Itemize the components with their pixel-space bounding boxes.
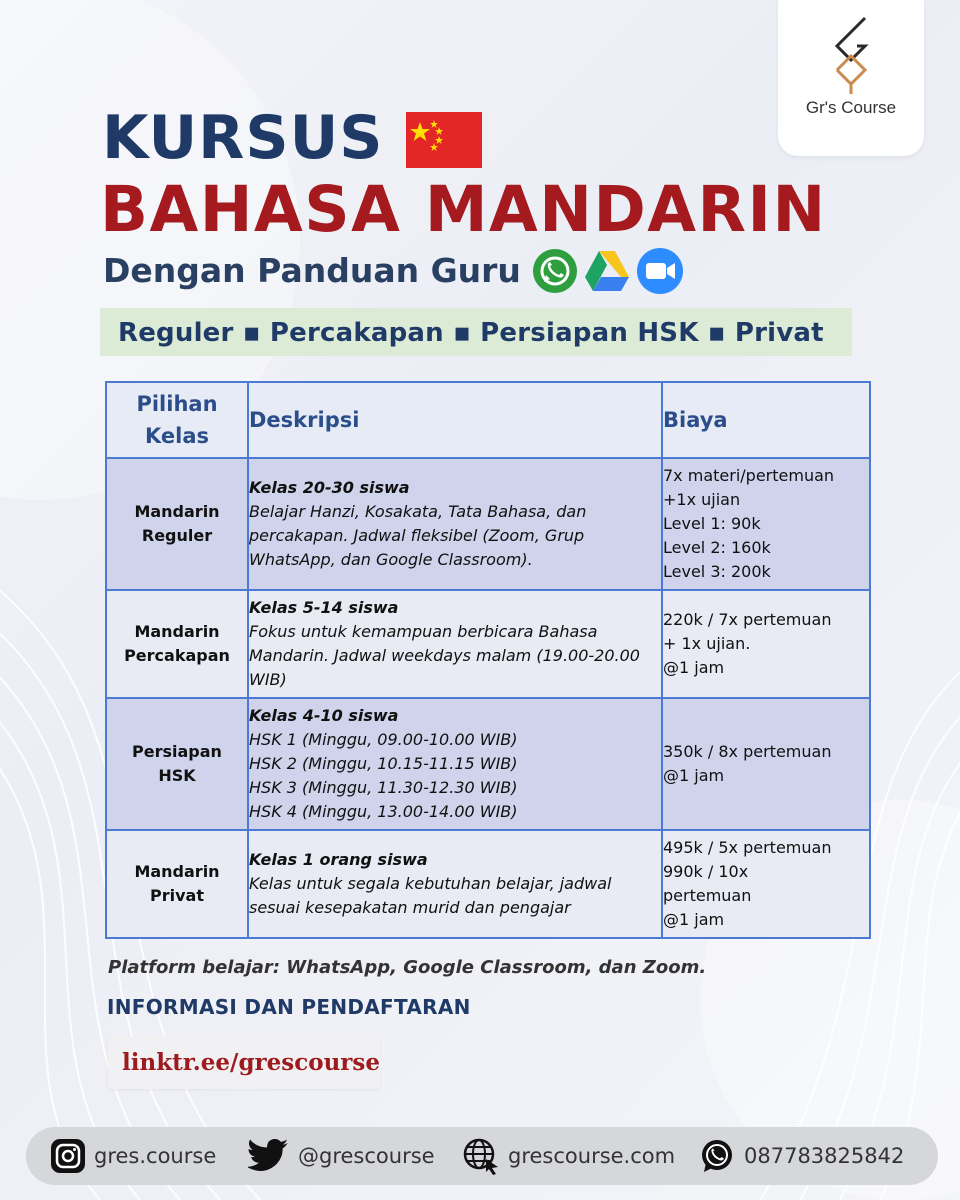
registration-link[interactable]: linktr.ee/grescourse: [122, 1049, 380, 1076]
category-text: Reguler ▪ Percakapan ▪ Persiapan HSK ▪ Privat: [118, 318, 824, 348]
biaya-cell: 350k / 8x pertemuan @1 jam: [662, 698, 870, 830]
whatsapp-number: 087783825842: [744, 1144, 905, 1168]
title-dengan-panduan-guru: [103, 246, 685, 296]
kelas-cell: Mandarin Reguler: [106, 458, 248, 590]
platform-text: Platform belajar: WhatsApp, Google Classroom, dan Zoom.: [108, 957, 707, 978]
globe-icon: [462, 1137, 500, 1175]
table-row: [106, 590, 870, 698]
deskripsi-cell: Kelas 5-14 siswa Fokus untuk kemampuan berbicara Bahasa Mandarin. Jadwal weekdays malam (19.00-20.00 WIB): [248, 590, 662, 698]
footer-twitter[interactable]: [248, 1135, 435, 1177]
biaya-cell: 220k / 7x pertemuan + 1x ujian. @1 jam: [662, 590, 870, 698]
footer-instagram[interactable]: [50, 1135, 216, 1177]
biaya-cell: 7x materi/pertemuan +1x ujian Level 1: 90k Level 2: 160k Level 3: 200k: [662, 458, 870, 590]
header-kelas: Pilihan Kelas: [106, 382, 248, 458]
website-url: grescourse.com: [508, 1144, 676, 1168]
logo-card: [778, 0, 924, 156]
twitter-icon: [248, 1138, 290, 1174]
header-deskripsi: Deskripsi: [248, 382, 662, 458]
registration-link-box[interactable]: [108, 1037, 380, 1089]
china-flag-icon: [406, 112, 482, 164]
logo-text: Gr's Course: [805, 98, 897, 117]
category-band: [100, 308, 852, 356]
twitter-handle: @grescourse: [298, 1144, 435, 1168]
kelas-cell: Mandarin Percakapan: [106, 590, 248, 698]
title-line3: Dengan Panduan Guru: [103, 251, 521, 290]
header-biaya: Biaya: [662, 382, 870, 458]
kelas-cell: Mandarin Privat: [106, 830, 248, 938]
instagram-handle: gres.course: [94, 1144, 217, 1168]
table-row: [106, 458, 870, 590]
zoom-icon: [635, 246, 685, 296]
deskripsi-cell: Kelas 20-30 siswa Belajar Hanzi, Kosakata, Tata Bahasa, dan percakapan. Jadwal fleksibel (Zoom, Grup WhatsApp, dan Google Classroom).: [248, 458, 662, 590]
table-row: [106, 698, 870, 830]
whatsapp-icon: [531, 247, 579, 295]
info-heading: INFORMASI DAN PENDAFTARAN: [107, 995, 471, 1019]
title-line1: KURSUS: [102, 103, 384, 173]
title-bahasa-mandarin: BAHASA MANDARIN: [100, 173, 827, 246]
footer-website[interactable]: [462, 1135, 675, 1177]
footer-whatsapp[interactable]: [698, 1135, 904, 1177]
biaya-cell: 495k / 5x pertemuan 990k / 10x pertemuan @1 jam: [662, 830, 870, 938]
title-kursus: [102, 102, 482, 174]
whatsapp-icon: [698, 1137, 736, 1175]
table-row: [106, 830, 870, 938]
google-drive-icon: [583, 249, 631, 293]
deskripsi-cell: Kelas 4-10 siswa HSK 1 (Minggu, 09.00-10.00 WIB) HSK 2 (Minggu, 10.15-11.15 WIB) HSK 3 (Minggu, 11.30-12.30 WIB) HSK 4 (Minggu, 13.00-14.00 WIB): [248, 698, 662, 830]
price-table: [105, 381, 871, 939]
footer-contact-bar: [26, 1127, 938, 1185]
deskripsi-cell: Kelas 1 orang siswa Kelas untuk segala kebutuhan belajar, jadwal sesuai kesepakatan murid dan pengajar: [248, 830, 662, 938]
gres-logo-icon: [831, 14, 871, 96]
instagram-icon: [50, 1138, 86, 1174]
kelas-cell: Persiapan HSK: [106, 698, 248, 830]
table-header-row: [106, 382, 870, 458]
